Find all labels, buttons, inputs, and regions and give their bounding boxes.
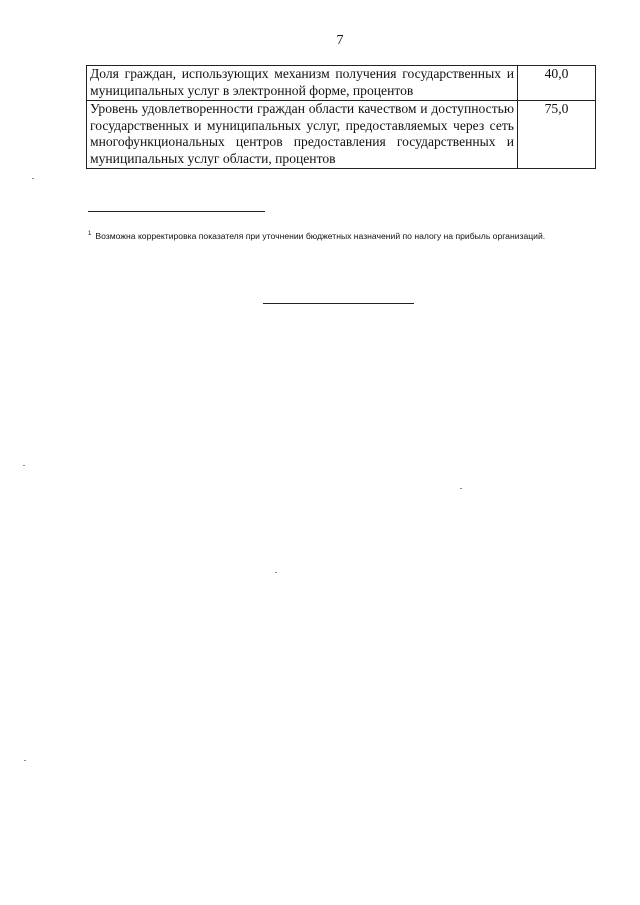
footnote-text: Возможна корректировка показателя при уточнении бюджетных назначений по налогу на прибыль организаций. bbox=[95, 231, 546, 241]
table-row bbox=[87, 101, 596, 169]
indicators-table bbox=[86, 65, 596, 169]
footnote-marker: 1 bbox=[88, 231, 92, 237]
indicator-value: 40,0 bbox=[518, 66, 596, 101]
scan-speck bbox=[32, 178, 34, 179]
scan-speck bbox=[275, 572, 277, 573]
scan-speck bbox=[23, 465, 25, 466]
page-number: 7 bbox=[336, 33, 344, 48]
footnote-separator bbox=[88, 211, 265, 212]
table-row bbox=[87, 66, 596, 101]
footnote bbox=[88, 228, 593, 242]
indicator-description: Доля граждан, использующих механизм получения государственных и муниципальных услуг в электронной форме, процентов bbox=[87, 66, 518, 101]
scan-speck bbox=[24, 760, 26, 761]
indicator-description: Уровень удовлетворенности граждан области качеством и доступностью государственных и муниципальных услуг, предоставляемых через сеть многофункциональных центров предоставления государственных и муниципальных услуг области, процентов bbox=[87, 101, 518, 169]
indicator-value: 75,0 bbox=[518, 101, 596, 169]
scan-speck bbox=[460, 488, 462, 489]
end-of-document-rule bbox=[263, 303, 414, 304]
